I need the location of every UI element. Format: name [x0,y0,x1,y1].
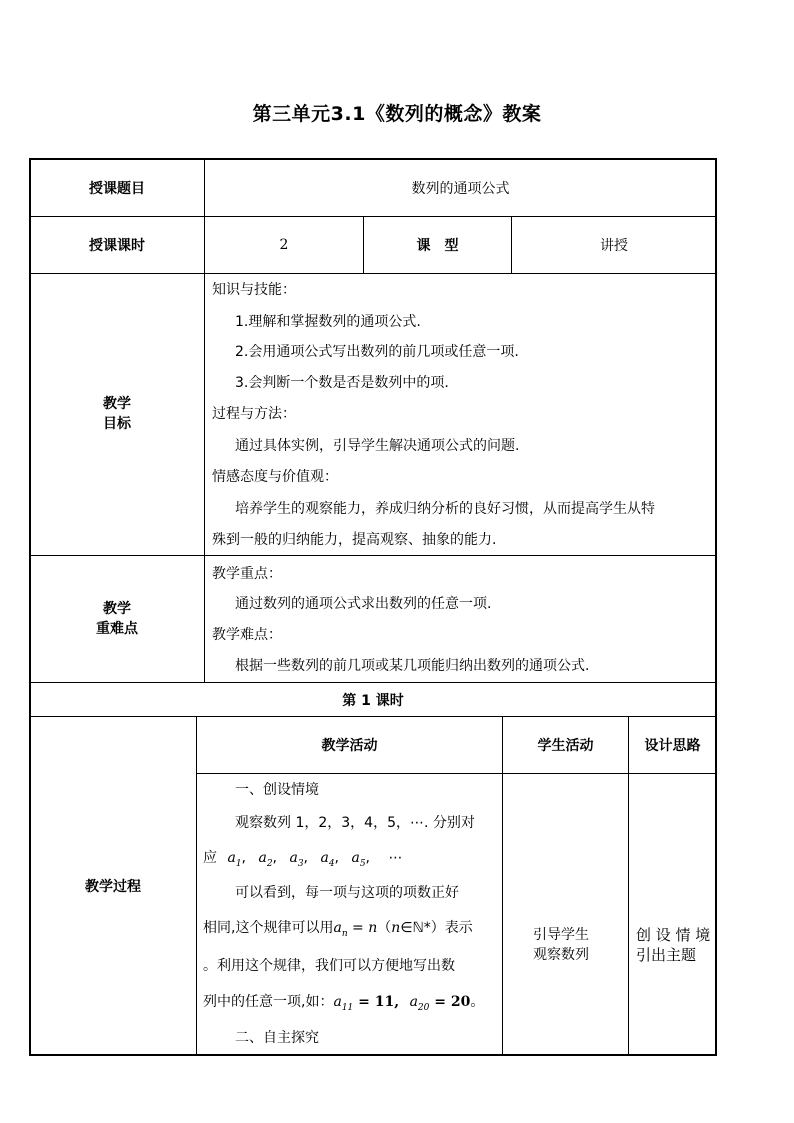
goals-line: 3.会判断一个数是否是数列中的项. [235,375,449,391]
goals-line: 培养学生的观察能力，养成归纳分析的良好习惯，从而提高学生从特 [235,501,655,517]
type-label: 课 型 [416,237,459,254]
col-activity-header: 教学活动 [321,738,378,754]
col-student-header: 学生活动 [537,738,594,754]
topic-label: 授课题目 [89,180,145,197]
activity-line: 列中的任意一项,如：$a_{11} = 11$, $a_{20} = 20$。 [203,994,485,1013]
page-title: 第三单元3.1《数列的概念》教案 [252,103,542,125]
activity-line: 可以看到，每一项与这项的项数正好 [235,885,459,901]
keypoints-label-line: 重难点 [96,621,138,637]
row-divider [196,773,716,774]
activity-line: 一、创设情境 [235,782,319,798]
goals-line: 殊到一般的归纳能力，提高观察、抽象的能力. [212,532,497,548]
keypoints-label-line: 教学 [103,601,131,617]
student-activity-line: 观察数列 [533,947,589,963]
student-activity-line: 引导学生 [533,927,589,943]
hours-value: 2 [279,236,289,253]
lesson-header: 第 1 课时 [342,692,404,709]
keypoints-line: 教学重点： [212,566,282,582]
activity-line: 应 $a_1$, $a_2$, $a_3$, $a_4$, $a_5$, ⋯ [203,850,403,869]
process-label: 教学过程 [85,879,141,895]
keypoints-label [30,556,204,682]
col-design-header: 设计思路 [644,738,701,754]
type-value: 讲授 [600,237,628,254]
goals-line: 情感态度与价值观： [212,469,338,485]
goals-line: 2.会用通项公式写出数列的前几项或任意一项. [235,344,519,360]
keypoints-line: 根据一些数列的前几项或某几项能归纳出数列的通项公式. [235,658,590,674]
goals-line: 通过具体实例，引导学生解决通项公式的问题. [235,438,520,454]
design-idea-line: 创 设 情 境 [636,926,711,944]
activity-line: 相同,这个规律可以用$a_n$ = n（n∈ℕ*）表示 [203,920,473,939]
goals-label-line: 教学 [103,396,131,412]
activity-line: 观察数列 1，2，3，4，5，⋯. 分别对 [235,815,475,831]
hours-label: 授课课时 [89,237,145,254]
activity-line: 。利用这个规律，我们可以方便地写出数 [203,958,455,974]
goals-line: 知识与技能： [212,282,296,298]
design-idea-line: 引出主题 [636,946,697,964]
keypoints-line: 教学难点： [212,627,282,643]
activity-line: 二、自主探究 [235,1030,319,1046]
goals-line: 过程与方法： [212,406,296,422]
goals-label [30,273,204,555]
goals-line: 1.理解和掌握数列的通项公式. [235,314,421,330]
goals-label-line: 目标 [103,416,131,432]
topic-value: 数列的通项公式 [411,180,510,197]
keypoints-line: 通过数列的通项公式求出数列的任意一项. [235,596,492,612]
